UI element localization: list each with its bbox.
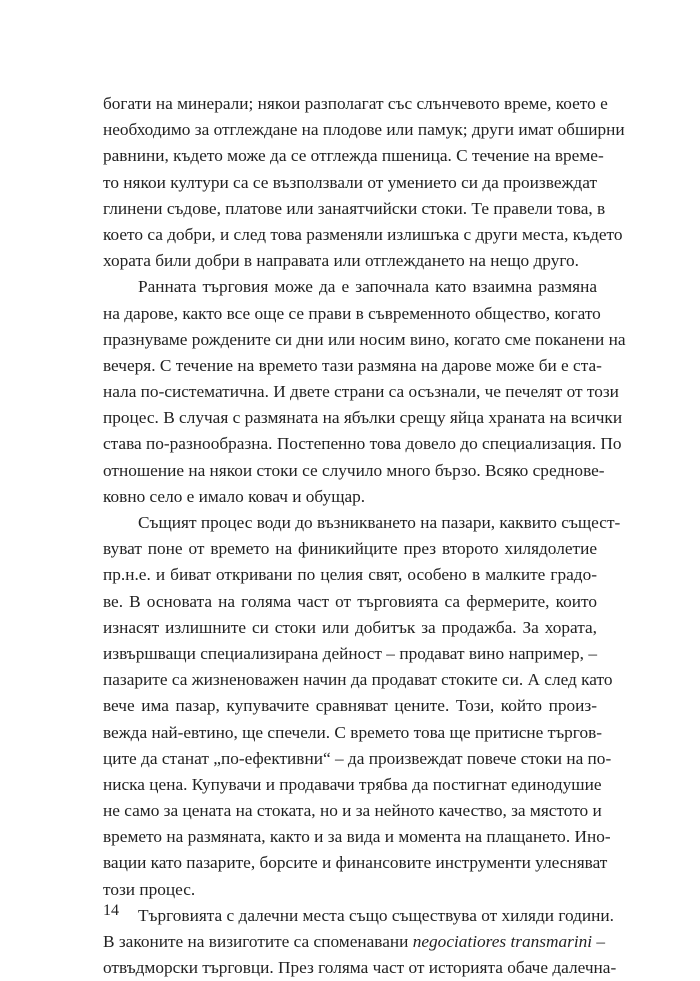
- text-segment: –: [592, 932, 606, 951]
- text-line: богати на минерали; някои разполагат със слънчевото време, което е: [103, 94, 608, 113]
- text-line: този процес.: [103, 879, 196, 899]
- text-line: Търговията с далечни места също съществува от хиляди години.: [138, 905, 614, 925]
- text-segment: В законите на визиготите са споменавани: [103, 932, 413, 951]
- text-line: равнини, където може да се отглежда пшеница. С течение на време-: [103, 146, 604, 166]
- text-line: необходимо за отглеждане на плодове или памук; други имат обширни: [103, 120, 625, 140]
- text-line: нала по-систематична. И двете страни са осъзнали, че печелят от този: [103, 382, 619, 402]
- text-line: вечеря. С течение на времето тази размяна на дарове може би е ста-: [103, 355, 602, 375]
- paragraph-2: [103, 274, 626, 510]
- text-line: ве. В основата на голяма част от търговията са фермерите, които: [103, 591, 597, 611]
- text-line: Същият процес води до възникването на пазари, каквито същест-: [138, 513, 621, 532]
- text-line: вуват поне от времето на финикийците през второто хилядолетие: [103, 539, 597, 559]
- text-line: времето на размяната, както и за вида и момента на плащането. Ино-: [103, 827, 611, 847]
- text-line: извършващи специализирана дейност – продават вино например, –: [103, 643, 597, 663]
- text-line: отношение на някои стоки се случило много бързо. Всяко среднове-: [103, 460, 605, 480]
- text-line: вации като пазарите, борсите и финансовите инструменти улесняват: [103, 853, 608, 873]
- text-line: глинени съдове, платове или занаятчийски стоки. Те правели това, в: [103, 198, 606, 218]
- paragraph-3: [103, 510, 621, 903]
- text-line: пазарите са жизненоважен начин да продават стоките си. А след като: [103, 670, 613, 690]
- text-line: на дарове, както все още се прави в съвременното общество, когато: [103, 303, 601, 323]
- text-line: което са добри, и след това разменяли излишъка с други места, където: [103, 224, 623, 244]
- paragraph-4: [103, 903, 617, 981]
- text-line: празнуваме рождените си дни или носим вино, когато сме поканени на: [103, 329, 626, 349]
- text-line: процес. В случая с размяната на ябълки срещу яйца храната на всички: [103, 408, 623, 428]
- text-line: хората били добри в направата или отглеждането на нещо друго.: [103, 251, 579, 271]
- paragraph-1: [103, 91, 625, 274]
- text-line: ковно село е имало ковач и обущар.: [103, 486, 366, 506]
- page-text: [103, 91, 626, 981]
- text-line: то някои култури са се възползвали от умението си да произвеждат: [103, 172, 597, 192]
- text-line: отвъдморски търговци. През голяма част от историята обаче далечна-: [103, 958, 617, 978]
- text-line: Ранната търговия може да е започнала като взаимна размяна: [138, 277, 597, 297]
- text-line: пр.н.е. и биват откривани по целия свят, особено в малките градо-: [103, 565, 597, 585]
- text-line: вежда най-евтино, ще спечели. С времето това ще притисне търгов-: [103, 722, 603, 742]
- italic-latin-phrase: negociatiores transmarini: [412, 932, 593, 951]
- text-line: не само за цената на стоката, но и за нейното качество, за мястото и: [103, 801, 602, 821]
- text-line: ците да станат „по-ефективни“ – да произвеждат повече стоки на по-: [103, 748, 612, 768]
- text-line: вече има пазар, купувачите сравняват цените. Този, който произ-: [103, 696, 597, 716]
- text-line: ниска цена. Купувачи и продавачи трябва да постигнат единодушие: [103, 774, 602, 794]
- text-line: става по-разнообразна. Постепенно това довело до специализация. По: [103, 434, 622, 454]
- text-line: [103, 929, 606, 955]
- page-number: 14: [103, 902, 119, 919]
- text-line: изнасят излишните си стоки или добитък за продажба. За хората,: [103, 617, 597, 637]
